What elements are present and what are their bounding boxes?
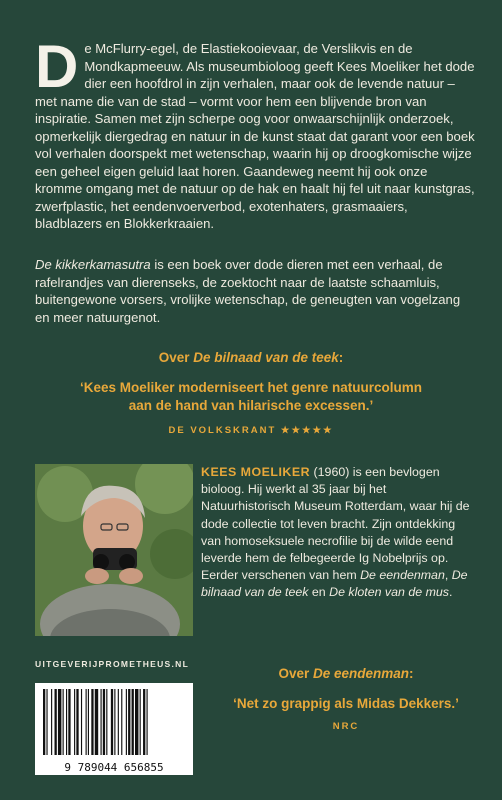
author-bio: [201, 464, 471, 602]
barcode-bar: [43, 689, 45, 755]
barcode-bar: [58, 689, 61, 755]
barcode-bar: [91, 689, 93, 755]
quote-1-text: [0, 379, 502, 415]
quote-2-heading: [211, 666, 481, 681]
barcode-bar: [66, 689, 67, 755]
barcode-bar: [106, 689, 107, 755]
barcode-bar: [51, 689, 52, 755]
barcode-bar: [121, 689, 122, 755]
barcode-bar: [68, 689, 70, 755]
author-photo: [35, 464, 193, 636]
isbn-number: 9 789044 656855: [64, 761, 164, 774]
barcode-bar: [114, 689, 115, 755]
barcode: [35, 683, 193, 775]
barcode-bar: [101, 689, 102, 755]
drop-cap: D: [35, 33, 79, 100]
quote-2-source: NRC: [332, 721, 360, 732]
quote-1-source: DE VOLKSKRANT ★★★★★: [168, 425, 334, 436]
barcode-bar: [95, 689, 98, 755]
quote-2-suffix: :: [409, 666, 414, 681]
quote-1-line-1: ‘Kees Moeliker moderniseert het genre natuurcolumn: [79, 380, 423, 395]
bio-end: .: [448, 585, 453, 600]
review-quote-2: [211, 666, 481, 732]
barcode-bar: [143, 689, 145, 755]
barcode-bar: [128, 689, 130, 755]
bio-separator-1: ,: [444, 568, 452, 583]
quote-2-book: De eendenman: [313, 666, 410, 681]
intro-paragraph: [35, 33, 475, 233]
quote-1-book: De bilnaad van de teek: [193, 350, 339, 365]
bio-book-3: De kloten van de mus: [329, 585, 449, 600]
book-title: De kikkerkamasutra: [35, 257, 151, 272]
quote-1-suffix: :: [338, 350, 344, 365]
quote-1-prefix: Over: [158, 350, 194, 365]
quote-1-heading: [0, 350, 502, 365]
bio-text: (1960) is een bevlogen bioloog. Hij werkt al 35 jaar bij het Natuurhistorisch Museum Rotterdam, waar hij de dode collectie tot leven bracht. Zijn ontdekking van homoseksuele necrofilie bij de wilde eend leverde hem de felbegeerde Ig Nobelprijs op. Eerder verschenen van hem: [201, 465, 470, 583]
barcode-bar: [81, 689, 82, 755]
barcode-bar: [55, 689, 57, 755]
barcode-bar: [126, 689, 127, 755]
barcode-bar: [132, 689, 134, 755]
barcode-bar: [135, 689, 138, 755]
review-quote-1: [0, 350, 502, 436]
author-name: KEES MOELIKER: [201, 465, 311, 479]
barcode-bar: [140, 689, 141, 755]
barcode-bar: [111, 689, 113, 755]
barcode-bar: [86, 689, 87, 755]
publisher-website: UITGEVERIJPROMETHEUS.NL: [35, 659, 190, 669]
bio-book-1: De eendenman: [360, 568, 445, 583]
second-paragraph: [35, 256, 475, 326]
barcode-bar: [46, 689, 47, 755]
second-paragraph-text: is een boek over dode dieren met een verhaal, de rafelrandjes van dierenseks, de zoektocht naar de laatste schaamluis, buitengewone vorsers, vrolijke wetenschap, de geneugten van vogelzang en meer natuurgenot.: [35, 257, 461, 325]
intro-text: e McFlurry-egel, de Elastiekooievaar, de Verslikvis en de Mondkapmeeuw. Als museumbioloog geeft Kees Moeliker het dode dier een hoofdrol in zijn verhalen, maar ook de levende natuur – met name die van de stad – vormt voor hem een blijvende bron van inspiratie. Samen met zijn scherpe oog voor onwaarschijnlijk onderzoek, opmerkelijk diergedrag en natuur in de kunst staat dat garant voor een boek vol verhalen doorspekt met wetenschap, waarin hij op droogkomische wijze een geheel eigen geluid laat horen. Gaandeweg neemt hij ook onze kromme omgang met de natuur op de hak en haalt hij fel uit naar kunstgras, zwerfplastic, het eendenvoerverbod, exotenhaters, grasmaaiers, bladblazers en Blokkerkraaien.: [35, 41, 475, 231]
barcode-bar: [63, 689, 64, 755]
bio-separator-2: en: [308, 585, 330, 600]
bio-book-2: De bilnaad van de teek: [201, 568, 468, 600]
barcode-bar: [76, 689, 78, 755]
quote-2-prefix: Over: [278, 666, 313, 681]
quote-2-text: ‘Net zo grappig als Midas Dekkers.’: [233, 696, 459, 711]
barcode-bars: [35, 683, 193, 759]
barcode-bar: [147, 689, 148, 755]
barcode-bar: [88, 689, 89, 755]
quote-1-line-2: aan de hand van hilarische excessen.’: [128, 398, 374, 413]
barcode-bar: [103, 689, 105, 755]
barcode-bar: [74, 689, 75, 755]
barcode-bar: [118, 689, 119, 755]
